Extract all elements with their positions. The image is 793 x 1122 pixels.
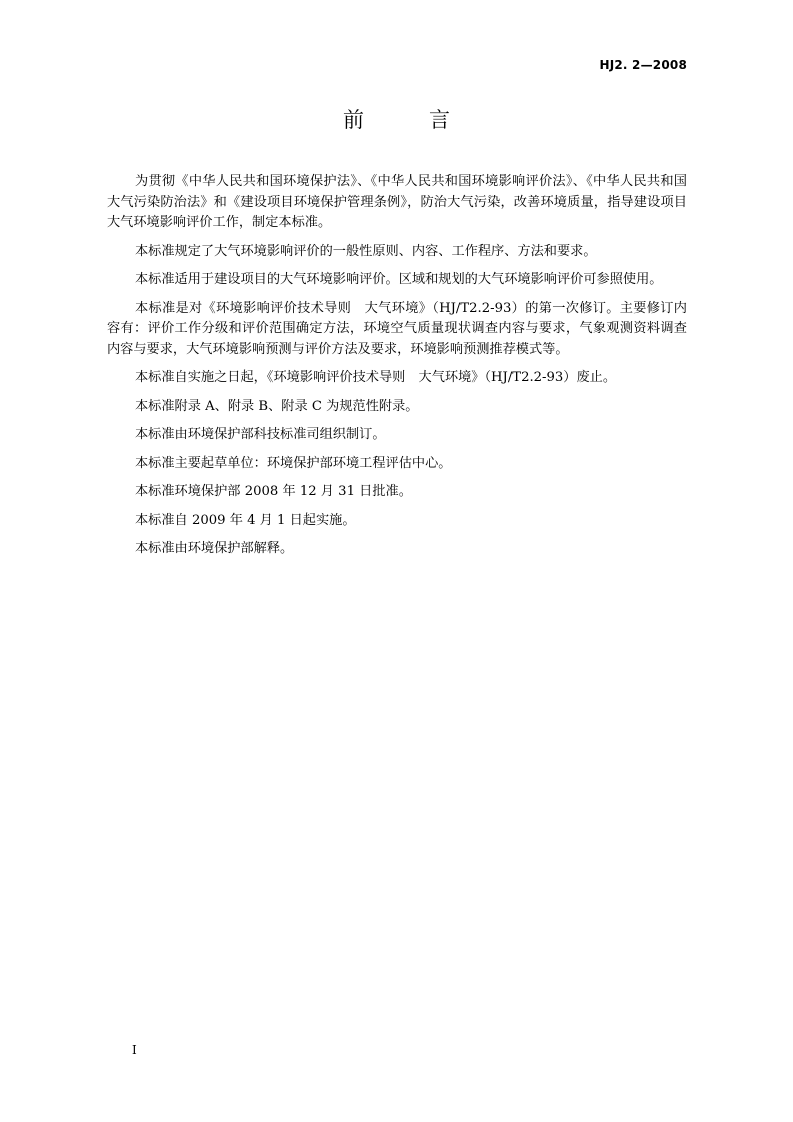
paragraph-organizer: 本标准由环境保护部科技标准司组织制订。 — [135, 427, 386, 442]
paragraph-purpose: 为贯彻《中华人民共和国环境保护法》、《中华人民共和国环境影响评价法》、《中华人民共和国大气污染防治法》和《建设项目环境保护管理条例》，防治大气污染，改善环境质量，指导建设项目大气环境影响评价工作，制定本标准。 — [107, 174, 687, 230]
paragraph-scope-content: 本标准规定了大气环境影响评价的一般性原则、内容、工作程序、方法和要求。 — [135, 243, 597, 259]
foreword-body — [107, 172, 687, 568]
paragraph-approval: 本标准环境保护部 2008 年 12 月 31 日批准。 — [135, 484, 412, 499]
page-title: 前 言 — [343, 108, 472, 132]
paragraph-supersede: 本标准自实施之日起，《环境影响评价技术导则 大气环境》（HJ/T2.2-93）废止。 — [135, 370, 617, 385]
paragraph-applicability: 本标准适用于建设项目的大气环境影响评价。区域和规划的大气环境影响评价可参照使用。 — [135, 272, 663, 287]
standard-code: HJ2. 2—2008 — [599, 58, 687, 72]
paragraph-annexes: 本标准附录 A、附录 B、附录 C 为规范性附录。 — [135, 398, 419, 414]
paragraph-drafter: 本标准主要起草单位：环境保护部环境工程评估中心。 — [135, 455, 452, 471]
page-number: I — [132, 1043, 137, 1057]
paragraph-revision: 本标准是对《环境影响评价技术导则 大气环境》（HJ/T2.2-93）的第一次修订。主要修订内容有：评价工作分级和评价范围确定方法，环境空气质量现状调查内容与要求，气象观测资料调查内容与要求，大气环境影响预测与评价方法及要求，环境影响预测推荐模式等。 — [107, 300, 687, 357]
paragraph-effective-date: 本标准自 2009 年 4 月 1 日起实施。 — [135, 512, 356, 528]
paragraph-interpretation: 本标准由环境保护部解释。 — [135, 541, 294, 556]
